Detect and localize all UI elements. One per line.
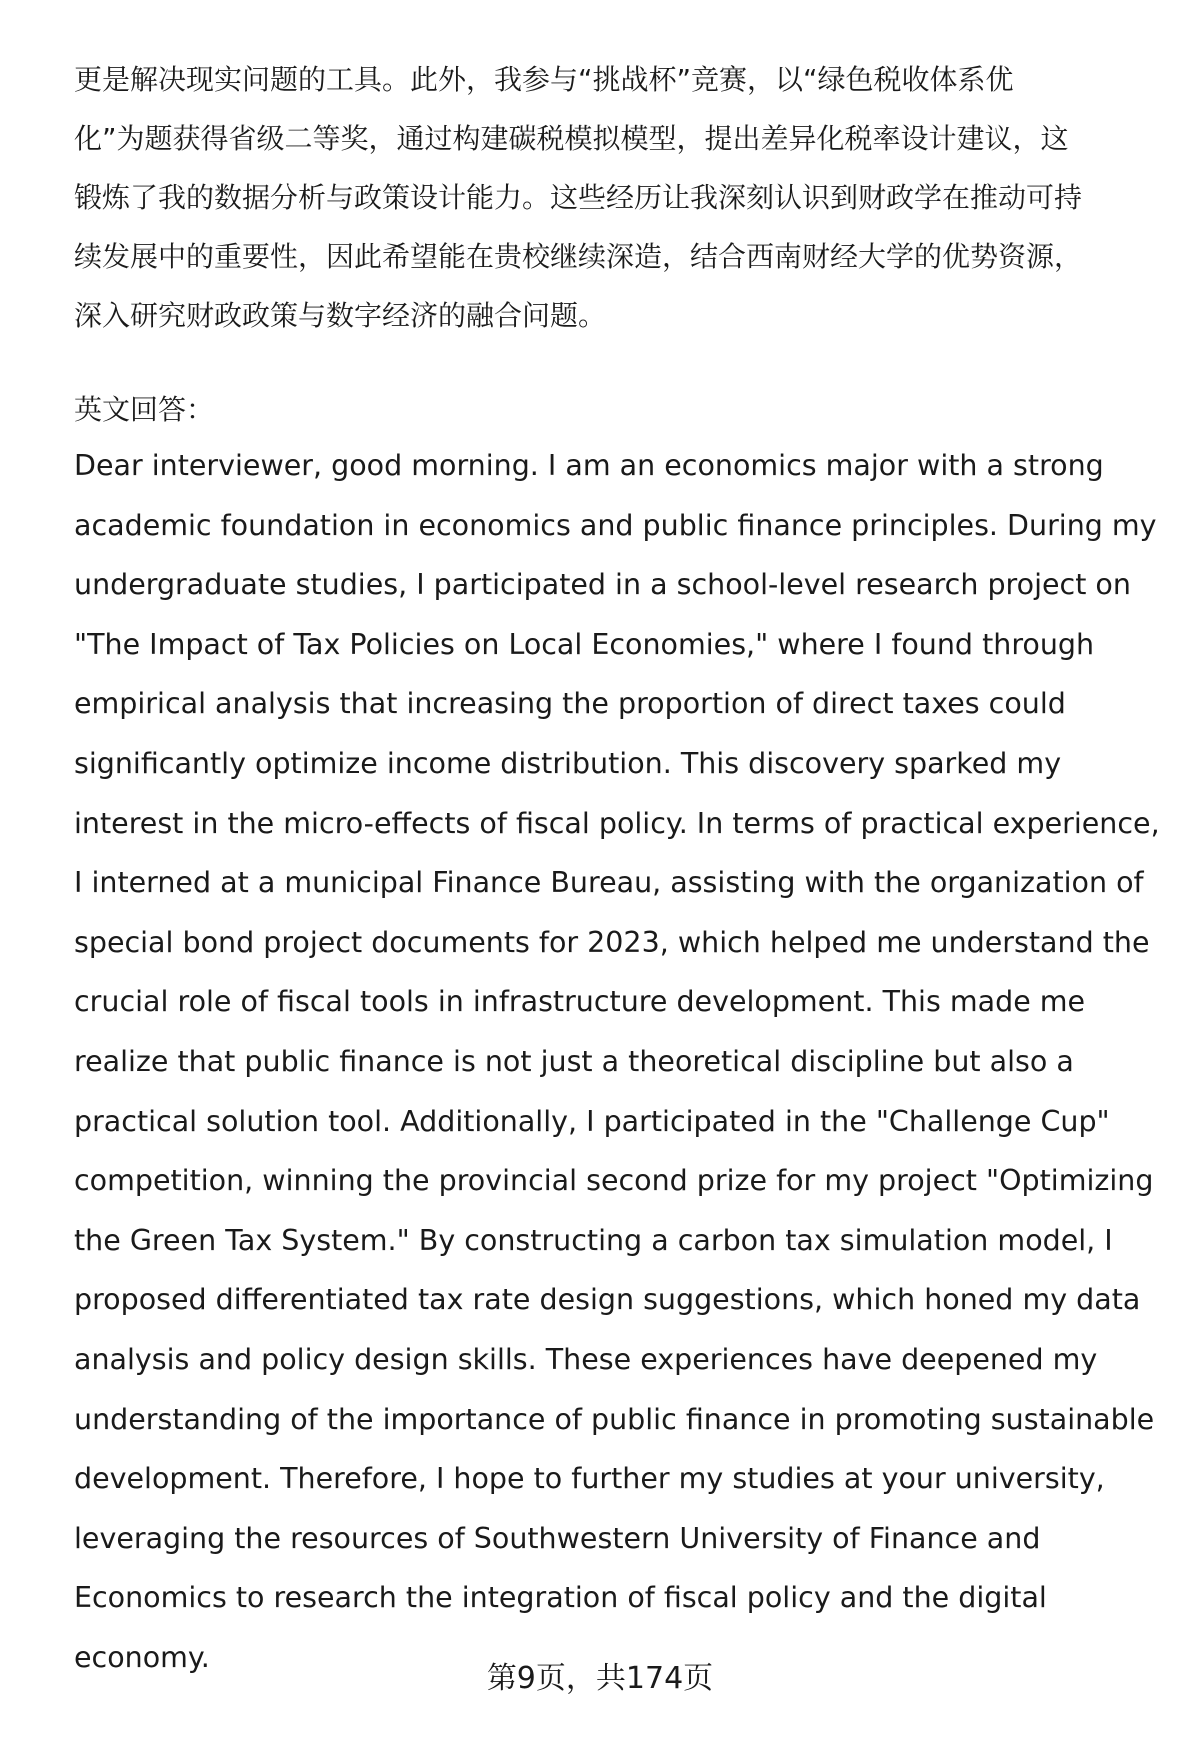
text-line: academic foundation in economics and public finance principles. During my bbox=[74, 508, 1157, 542]
text-line: development. Therefore, I hope to further my studies at your university, bbox=[74, 1462, 1105, 1496]
text-line: understanding of the importance of public finance in promoting sustainable bbox=[74, 1402, 1155, 1436]
text-line: realize that public finance is not just a theoretical discipline but also a bbox=[74, 1044, 1074, 1078]
text-line: Economics to research the integration of fiscal policy and the digital bbox=[74, 1581, 1047, 1615]
page-number: 第9页，共174页 bbox=[486, 1661, 714, 1696]
text-line: practical solution tool. Additionally, I participated in the "Challenge Cup" bbox=[74, 1104, 1110, 1138]
text-line: crucial role of fiscal tools in infrastructure development. This made me bbox=[74, 985, 1086, 1019]
text-line: empirical analysis that increasing the proportion of direct taxes could bbox=[74, 687, 1066, 721]
text-line: "The Impact of Tax Policies on Local Economies," where I found through bbox=[74, 627, 1095, 661]
text-line: special bond project documents for 2023, which helped me understand the bbox=[74, 925, 1150, 959]
text-line: the Green Tax System." By constructing a carbon tax simulation model, I bbox=[74, 1223, 1113, 1257]
text-line: 续发展中的重要性，因此希望能在贵校继续深造，结合西南财经大学的优势资源， bbox=[74, 240, 1083, 273]
text-line: analysis and policy design skills. These experiences have deepened my bbox=[74, 1342, 1098, 1376]
text-line: leveraging the resources of Southwestern University of Finance and bbox=[74, 1521, 1041, 1555]
text-line: 更是解决现实问题的工具。此外，我参与“挑战杯”竞赛，以“绿色税收体系优 bbox=[74, 63, 1014, 96]
text-line: economy. bbox=[74, 1640, 210, 1674]
text-line: significantly optimize income distribution. This discovery sparked my bbox=[74, 746, 1062, 780]
text-line: Dear interviewer, good morning. I am an economics major with a strong bbox=[74, 449, 1104, 482]
text-line: undergraduate studies, I participated in a school-level research project on bbox=[74, 568, 1131, 602]
english-answer-paragraph bbox=[74, 436, 1164, 1687]
english-answer-heading: 英文回答： bbox=[74, 393, 215, 426]
text-line: competition, winning the provincial second prize for my project "Optimizing bbox=[74, 1164, 1154, 1198]
chinese-answer-paragraph bbox=[74, 50, 1144, 345]
text-line: 深入研究财政政策与数字经济的融合问题。 bbox=[74, 299, 607, 332]
text-line: proposed differentiated tax rate design suggestions, which honed my data bbox=[74, 1283, 1141, 1317]
text-line: 化”为题获得省级二等奖，通过构建碳税模拟模型，提出差异化税率设计建议，这 bbox=[74, 122, 1069, 155]
text-line: I interned at a municipal Finance Bureau, assisting with the organization of bbox=[74, 866, 1144, 900]
text-line: interest in the micro-effects of fiscal policy. In terms of practical experience, bbox=[74, 806, 1160, 840]
text-line: 锻炼了我的数据分析与政策设计能力。这些经历让我深刻认识到财政学在推动可持 bbox=[74, 181, 1083, 214]
